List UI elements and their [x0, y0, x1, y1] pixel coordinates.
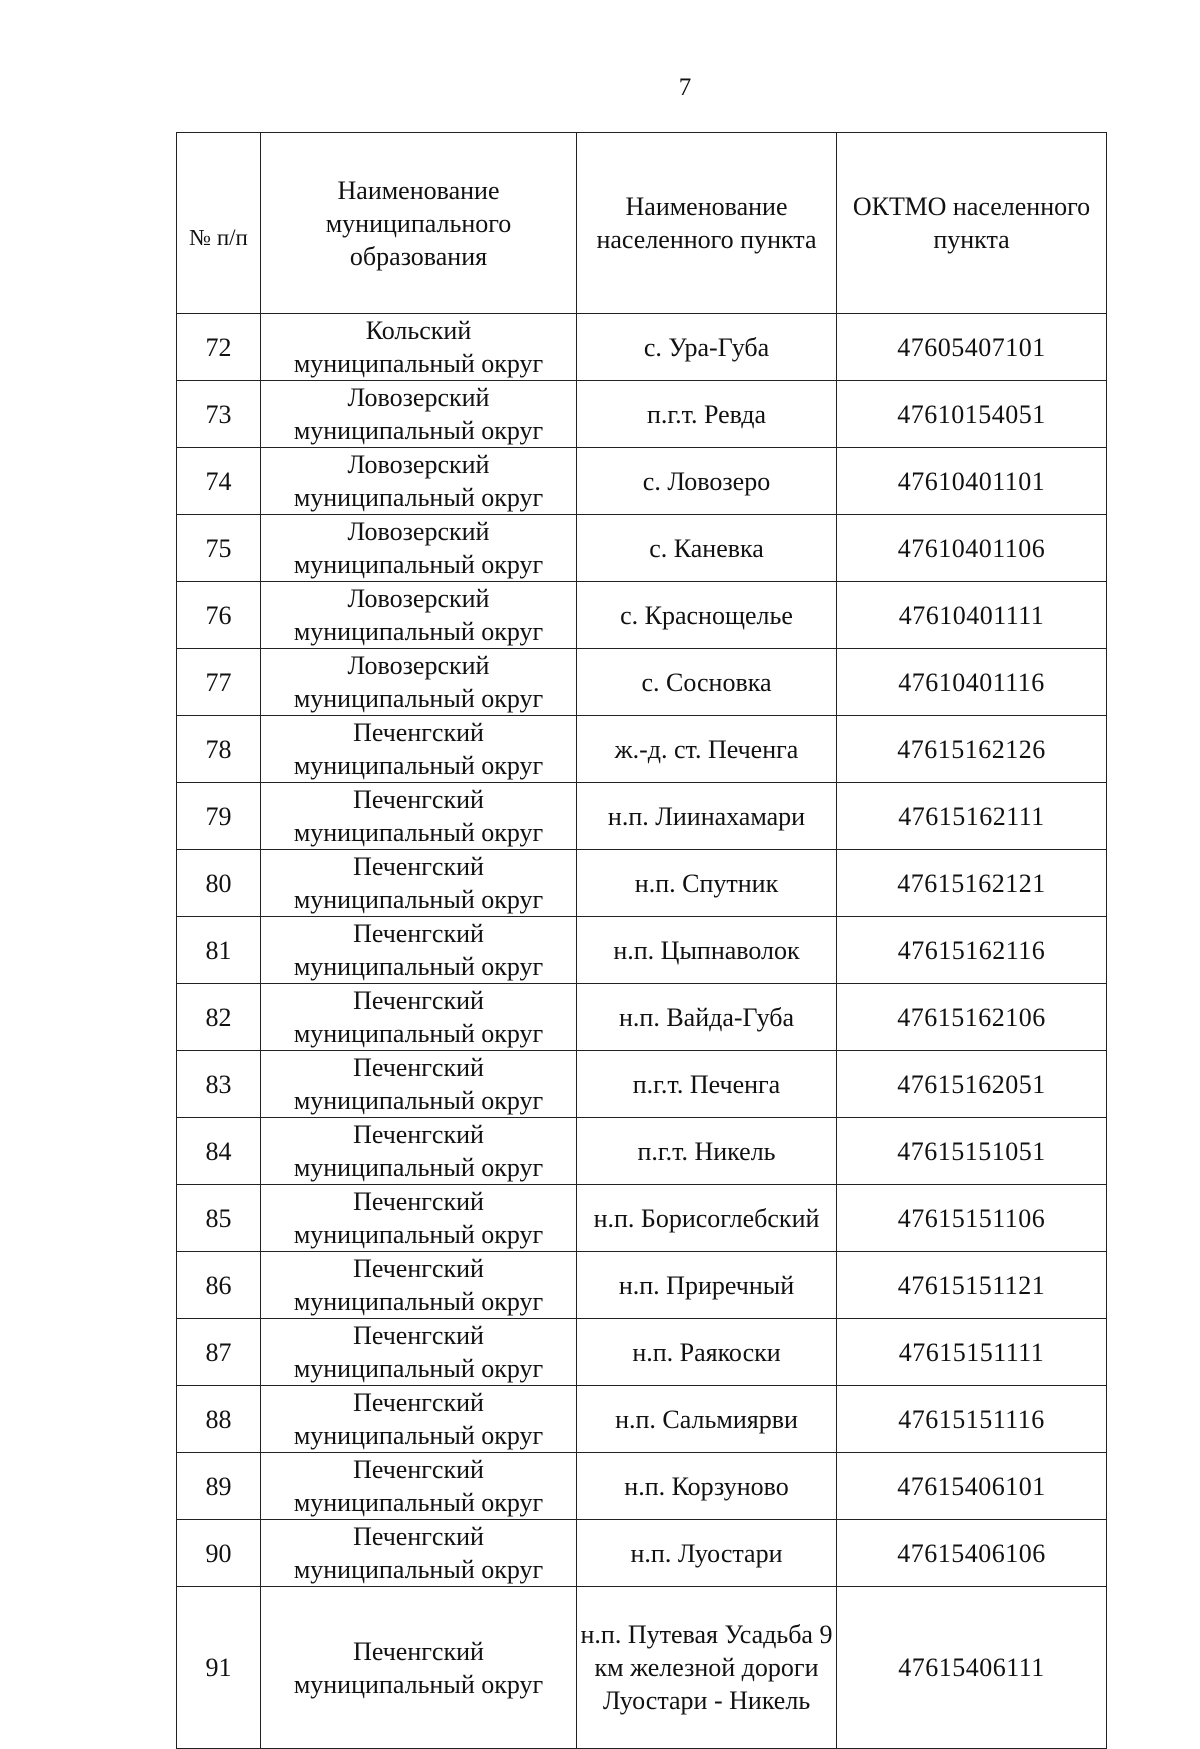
- locality-cell: н.п. Корзуново: [577, 1453, 837, 1520]
- municipality-type: муниципальный округ: [293, 1555, 544, 1584]
- header-oktmo: ОКТМО населенного пункта: [837, 133, 1107, 314]
- table-row: [177, 515, 1107, 582]
- table-row: [177, 1587, 1107, 1749]
- municipality-type: муниципальный округ: [293, 1220, 544, 1249]
- municipality-cell: [261, 1051, 577, 1118]
- row-number: 85: [177, 1185, 261, 1252]
- municipality-type: муниципальный округ: [293, 1669, 544, 1699]
- table-row: [177, 1252, 1107, 1319]
- table-header: [177, 133, 1107, 314]
- row-number: 74: [177, 448, 261, 515]
- table-row: [177, 381, 1107, 448]
- table-row: [177, 649, 1107, 716]
- municipality-cell: [261, 448, 577, 515]
- municipality-cell: [261, 917, 577, 984]
- locality-cell: п.г.т. Никель: [577, 1118, 837, 1185]
- municipality-type: муниципальный округ: [293, 751, 544, 780]
- municipality-cell: [261, 1319, 577, 1386]
- oktmo-cell: 47610401101: [837, 448, 1107, 515]
- municipality-cell: [261, 582, 577, 649]
- header-num: № п/п: [177, 133, 261, 314]
- table-row: [177, 1520, 1107, 1587]
- municipality-type: муниципальный округ: [293, 818, 544, 847]
- table-body: [177, 314, 1107, 1749]
- municipality-cell: [261, 649, 577, 716]
- table-row: [177, 1051, 1107, 1118]
- oktmo-cell: 47615162051: [837, 1051, 1107, 1118]
- oktmo-cell: 47605407101: [837, 314, 1107, 381]
- municipality-name: Печенгский: [353, 1053, 484, 1082]
- municipality-type: муниципальный округ: [293, 684, 544, 713]
- locality-cell: н.п. Сальмиярви: [577, 1386, 837, 1453]
- municipality-name: Печенгский: [353, 1120, 484, 1149]
- table-row: [177, 1185, 1107, 1252]
- table-row: [177, 783, 1107, 850]
- municipality-type: муниципальный округ: [293, 483, 544, 512]
- municipality-type: муниципальный округ: [293, 1421, 544, 1450]
- locality-cell: н.п. Цыпнаволок: [577, 917, 837, 984]
- locality-cell: с. Ура-Губа: [577, 314, 837, 381]
- municipality-type: муниципальный округ: [293, 1153, 544, 1182]
- municipality-cell: [261, 1453, 577, 1520]
- municipality-type: муниципальный округ: [293, 1086, 544, 1115]
- municipality-cell: [261, 1252, 577, 1319]
- oktmo-cell: 47615151121: [837, 1252, 1107, 1319]
- row-number: 88: [177, 1386, 261, 1453]
- municipality-name: Печенгский: [353, 1321, 484, 1350]
- municipality-type: муниципальный округ: [293, 416, 544, 445]
- municipality-type: муниципальный округ: [293, 952, 544, 981]
- locality-cell: н.п. Раякоски: [577, 1319, 837, 1386]
- locality-cell: н.п. Спутник: [577, 850, 837, 917]
- municipality-name: Кольский: [365, 316, 472, 345]
- header-row: [177, 133, 1107, 314]
- municipality-name: Ловозерский: [347, 383, 490, 412]
- municipality-cell: [261, 1185, 577, 1252]
- oktmo-cell: 47615406106: [837, 1520, 1107, 1587]
- row-number: 86: [177, 1252, 261, 1319]
- table-row: [177, 850, 1107, 917]
- locality-cell: н.п. Борисоглебский: [577, 1185, 837, 1252]
- municipality-name: Печенгский: [353, 785, 484, 814]
- table-row: [177, 1453, 1107, 1520]
- table-row: [177, 448, 1107, 515]
- municipality-name: Печенгский: [353, 852, 484, 881]
- oktmo-cell: 47615162126: [837, 716, 1107, 783]
- locality-cell: с. Каневка: [577, 515, 837, 582]
- row-number: 77: [177, 649, 261, 716]
- row-number: 87: [177, 1319, 261, 1386]
- municipality-type: муниципальный округ: [293, 885, 544, 914]
- oktmo-cell: 47615162106: [837, 984, 1107, 1051]
- row-number: 75: [177, 515, 261, 582]
- row-number: 90: [177, 1520, 261, 1587]
- locality-cell: н.п. Вайда-Губа: [577, 984, 837, 1051]
- table-row: [177, 1319, 1107, 1386]
- oktmo-cell: 47610401106: [837, 515, 1107, 582]
- municipality-cell: [261, 515, 577, 582]
- municipality-type: муниципальный округ: [293, 1287, 544, 1316]
- row-number: 81: [177, 917, 261, 984]
- locality-cell: н.п. Приречный: [577, 1252, 837, 1319]
- locality-cell: н.п. Луостари: [577, 1520, 837, 1587]
- row-number: 73: [177, 381, 261, 448]
- locality-cell: с. Ловозеро: [577, 448, 837, 515]
- municipality-cell: [261, 1386, 577, 1453]
- row-number: 72: [177, 314, 261, 381]
- table-row: [177, 716, 1107, 783]
- oktmo-cell: 47615406111: [837, 1587, 1107, 1749]
- locality-cell: н.п. Путевая Усадьба 9 км железной дороги Луостари - Никель: [577, 1587, 837, 1749]
- municipality-type: муниципальный округ: [293, 617, 544, 646]
- locality-cell: п.г.т. Печенга: [577, 1051, 837, 1118]
- municipality-name: Печенгский: [353, 986, 484, 1015]
- row-number: 80: [177, 850, 261, 917]
- municipality-type: муниципальный округ: [293, 1354, 544, 1383]
- oktmo-cell: 47615162116: [837, 917, 1107, 984]
- municipality-type: муниципальный округ: [293, 1488, 544, 1517]
- municipality-name: Печенгский: [353, 919, 484, 948]
- row-number: 89: [177, 1453, 261, 1520]
- oktmo-cell: 47610401116: [837, 649, 1107, 716]
- locality-cell: н.п. Лиинахамари: [577, 783, 837, 850]
- oktmo-cell: 47615151051: [837, 1118, 1107, 1185]
- municipality-name: Ловозерский: [347, 651, 490, 680]
- municipality-type: муниципальный округ: [293, 349, 544, 378]
- municipality-name: Ловозерский: [347, 517, 490, 546]
- municipality-name: Печенгский: [353, 718, 484, 747]
- row-number: 83: [177, 1051, 261, 1118]
- row-number: 91: [177, 1587, 261, 1749]
- municipality-name: Печенгский: [353, 1187, 484, 1216]
- municipality-name: Печенгский: [353, 1522, 484, 1551]
- municipality-type: муниципальный округ: [293, 550, 544, 579]
- municipality-cell: [261, 716, 577, 783]
- municipality-cell: [261, 783, 577, 850]
- oktmo-cell: 47615151106: [837, 1185, 1107, 1252]
- header-locality: Наименование населенного пункта: [577, 133, 837, 314]
- municipality-cell: [261, 314, 577, 381]
- settlements-table: [176, 132, 1107, 1749]
- table-row: [177, 1386, 1107, 1453]
- table-row: [177, 582, 1107, 649]
- oktmo-cell: 47615406101: [837, 1453, 1107, 1520]
- oktmo-cell: 47615162121: [837, 850, 1107, 917]
- table-row: [177, 314, 1107, 381]
- municipality-cell: [261, 850, 577, 917]
- oktmo-cell: 47615151116: [837, 1386, 1107, 1453]
- municipality-cell: [261, 381, 577, 448]
- settlements-table-wrapper: [176, 132, 1106, 1749]
- oktmo-cell: 47615151111: [837, 1319, 1107, 1386]
- locality-cell: с. Сосновка: [577, 649, 837, 716]
- row-number: 76: [177, 582, 261, 649]
- page-number: 7: [678, 74, 692, 101]
- municipality-name: Печенгский: [353, 1455, 484, 1484]
- oktmo-cell: 47610154051: [837, 381, 1107, 448]
- municipality-name: Ловозерский: [347, 450, 490, 479]
- row-number: 79: [177, 783, 261, 850]
- header-municipality: Наименование муниципального образования: [261, 133, 577, 314]
- table-row: [177, 984, 1107, 1051]
- municipality-cell: [261, 1520, 577, 1587]
- municipality-name: Ловозерский: [347, 584, 490, 613]
- municipality-cell: [261, 1118, 577, 1185]
- table-row: [177, 917, 1107, 984]
- oktmo-cell: 47610401111: [837, 582, 1107, 649]
- row-number: 78: [177, 716, 261, 783]
- municipality-cell: [261, 984, 577, 1051]
- municipality-name: Печенгский: [353, 1254, 484, 1283]
- locality-cell: с. Краснощелье: [577, 582, 837, 649]
- oktmo-cell: 47615162111: [837, 783, 1107, 850]
- municipality-cell: [261, 1587, 577, 1749]
- locality-cell: п.г.т. Ревда: [577, 381, 837, 448]
- municipality-name: Печенгский: [353, 1636, 484, 1666]
- municipality-type: муниципальный округ: [293, 1019, 544, 1048]
- row-number: 84: [177, 1118, 261, 1185]
- municipality-name: Печенгский: [353, 1388, 484, 1417]
- table-row: [177, 1118, 1107, 1185]
- locality-cell: ж.-д. ст. Печенга: [577, 716, 837, 783]
- row-number: 82: [177, 984, 261, 1051]
